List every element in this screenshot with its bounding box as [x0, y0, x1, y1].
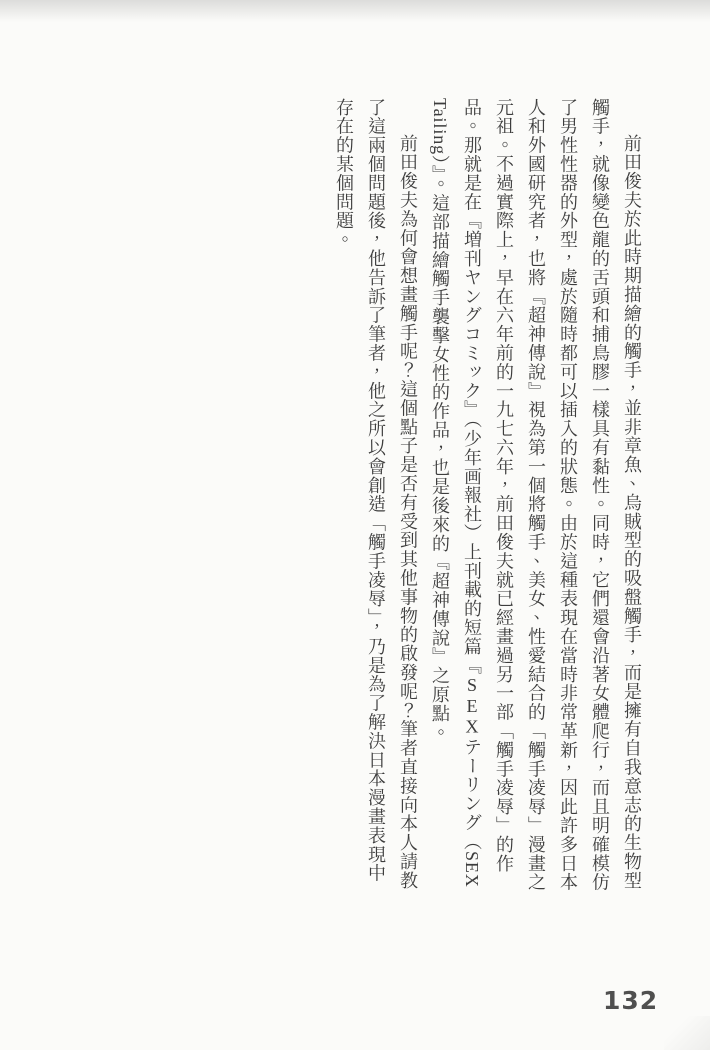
paragraph-1-text: 前田俊夫於此時期描繪的觸手，並非章魚、烏賊型的吸盤觸手，而是擁有自我意志的生物型觸手，就像變色龍的舌頭和捕鳥膠一樣具有黏性。同時，它們還會沿著女體爬行，而且明確模仿了男性性器的外型，處於隨時都可以插入的狀態。由於這種表現在當時非常革新，因此許多日本人和外國研究者，也將『超神傳說』視為第一個將觸手、美女、性愛結合的「觸手凌辱」漫畫之元祖。不過實際上，早在六年前的一九七六年，前田俊夫就已經畫過另一部「觸手凌辱」的作品。那就是在『増刊ヤングコミック』（少年画報社）上刊載的短篇『 — [462, 98, 642, 892]
paragraph-1-text-continued: テーリング（SEX Tailing）』。這部描繪觸手襲擊女性的作品，也是後來的『超神傳說』之原點。 — [430, 98, 482, 888]
paragraph-1-upright-latin: SEX — [462, 674, 482, 738]
page-number: 132 — [603, 986, 659, 1015]
body-text-block — [328, 98, 648, 896]
paragraph-2 — [328, 98, 424, 896]
paragraph-1 — [424, 98, 648, 896]
paragraph-2-text: 前田俊夫為何會想畫觸手呢？這個點子是否有受到其他事物的啟發呢？筆者直接向本人請教了這兩個問題後，他告訴了筆者，他之所以會創造「觸手凌辱」，乃是為了解決日本漫畫表現中存在的某個問題。 — [334, 98, 418, 890]
